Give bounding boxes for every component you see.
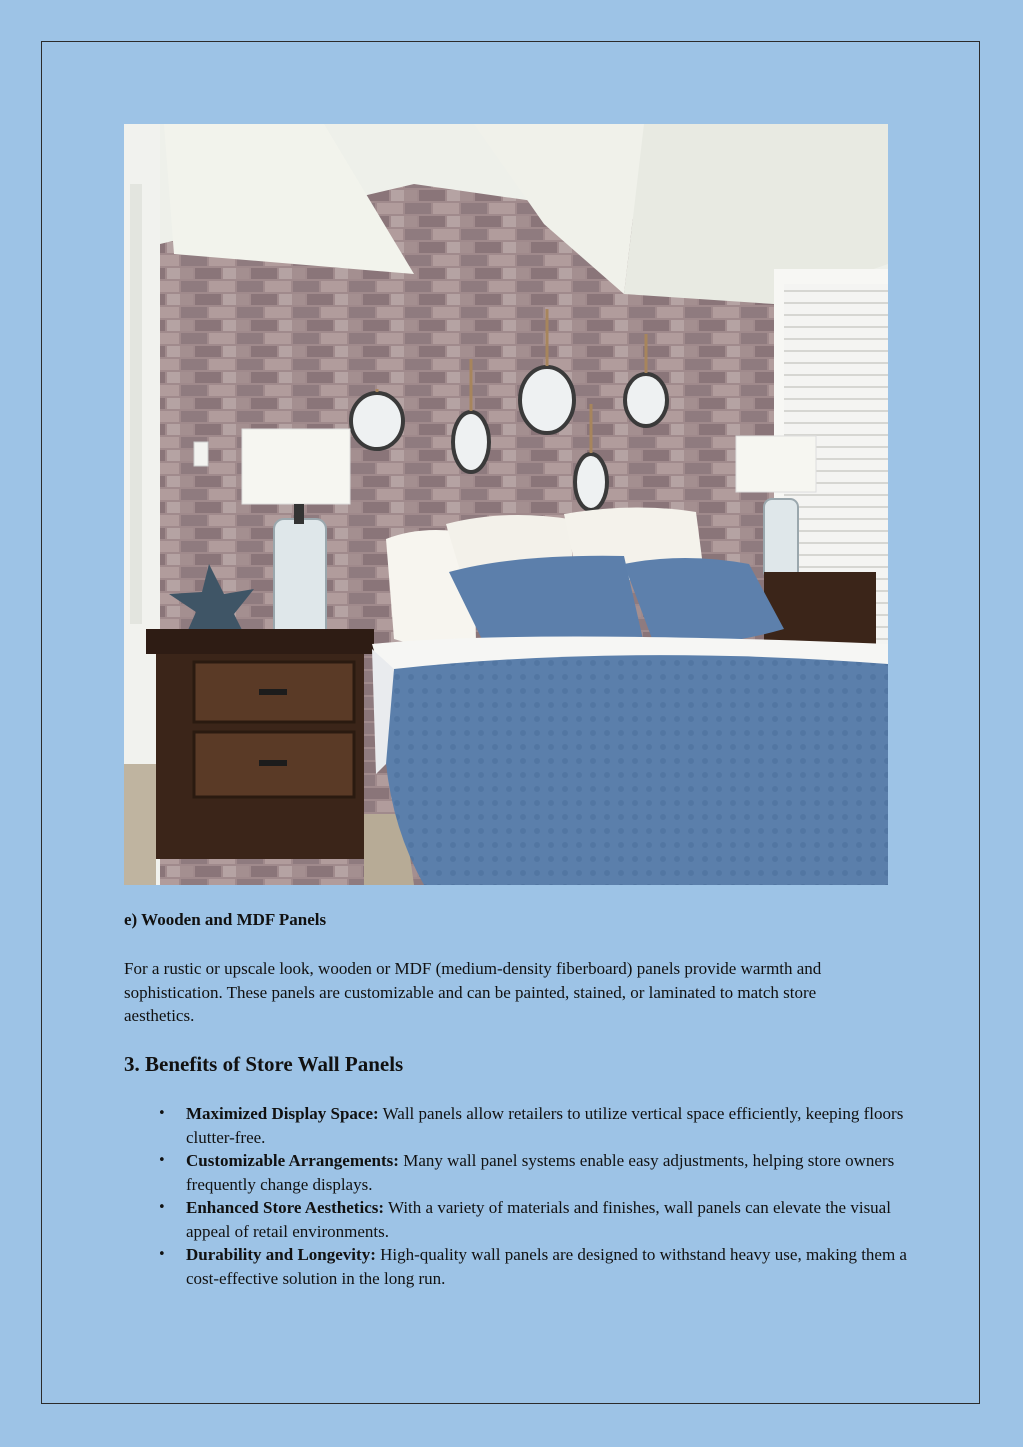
benefit-label: Maximized Display Space:: [186, 1104, 379, 1123]
list-item: [158, 1196, 916, 1243]
bullet-icon: •: [158, 1106, 166, 1121]
list-item: [158, 1243, 916, 1290]
list-item: [158, 1102, 916, 1149]
benefit-text: Many wall panel systems enable easy adjustments, helping store owners frequently change displays.: [186, 1151, 895, 1194]
benefit-text: With a variety of materials and finishes, wall panels can elevate the visual appeal of retail environments.: [186, 1198, 891, 1241]
bullet-icon: •: [158, 1200, 166, 1215]
subsection-paragraph: For a rustic or upscale look, wooden or MDF (medium-density fiberboard) panels provide warmth and sophistication. These panels are customizable and can be painted, stained, or laminated to match store aesthetics.: [124, 959, 822, 1025]
bullet-icon: •: [158, 1247, 166, 1262]
benefit-label: Customizable Arrangements:: [186, 1151, 399, 1170]
benefits-list: [158, 1102, 916, 1290]
bedroom-photo: [124, 124, 888, 885]
benefit-text: Wall panels allow retailers to utilize vertical space efficiently, keeping floors clutter-free.: [186, 1104, 904, 1147]
subsection-heading: e) Wooden and MDF Panels: [124, 910, 327, 929]
benefit-label: Durability and Longevity:: [186, 1245, 376, 1264]
bullet-icon: •: [158, 1153, 166, 1168]
benefit-text: High-quality wall panels are designed to withstand heavy use, making them a cost-effective solution in the long run.: [186, 1245, 907, 1288]
list-item: [158, 1149, 916, 1196]
section-title: 3. Benefits of Store Wall Panels: [124, 1052, 404, 1076]
benefit-label: Enhanced Store Aesthetics:: [186, 1198, 385, 1217]
